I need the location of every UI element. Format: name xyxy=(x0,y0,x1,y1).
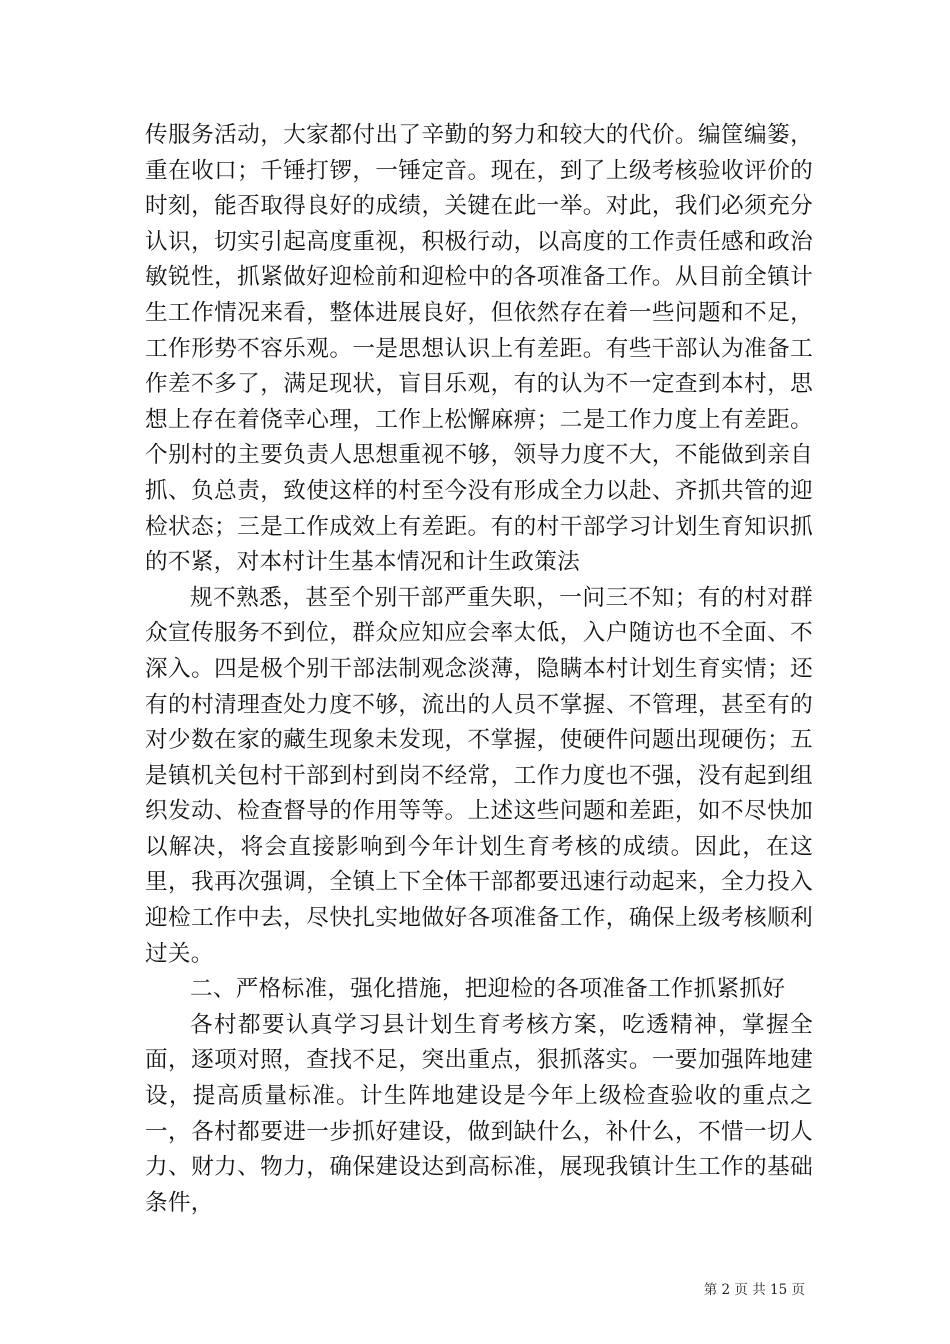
paragraph-continued: 传服务活动，大家都付出了辛勤的努力和较大的代价。编筐编篓，重在收口；千锤打锣，一锤定音。现在，到了上级考核验收评价的时刻，能否取得良好的成绩，关键在此一举。对此，我们必须充分认识，切实引起高度重视，积极行动，以高度的工作责任感和政治敏锐性，抓紧做好迎检前和迎检中的各项准备工作。从目前全镇计生工作情况来看，整体进展良好，但依然存在着一些问题和不足，工作形势不容乐观。一是思想认识上有差距。有些干部认为准备工作差不多了，满足现状，盲目乐观，有的认为不一定查到本村，思想上存在着侥幸心理，工作上松懈麻痹；二是工作力度上有差距。个别村的主要负责人思想重视不够，领导力度不大，不能做到亲自抓、负总责，致使这样的村至今没有形成全力以赴、齐抓共管的迎检状态；三是工作成效上有差距。有的村干部学习计划生育知识抓的不紧，对本村计生基本情况和计生政策法 xyxy=(145,122,813,576)
paragraph: 各村都要认真学习县计划生育考核方案，吃透精神，掌握全面，逐项对照，查找不足，突出重点，狠抓落实。一要加强阵地建设，提高质量标准。计生阵地建设是今年上级检查验收的重点之一，各村都要进一步抓好建设，做到缺什么，补什么，不惜一切人力、财力、物力，确保建设达到高标准，展现我镇计生工作的基础条件， xyxy=(145,1011,813,1216)
document-body xyxy=(145,118,813,1221)
page-number-footer: 第 2 页 共 15 页 xyxy=(703,1282,805,1298)
section-heading: 二、严格标准，强化措施，把迎检的各项准备工作抓紧抓好 xyxy=(190,976,786,1003)
paragraph: 规不熟悉，甚至个别干部严重失职，一问三不知；有的村对群众宣传服务不到位，群众应知应会率太低，入户随访也不全面、不深入。四是极个别干部法制观念淡薄，隐瞒本村计划生育实情；还有的村清理查处力度不够，流出的人员不掌握、不管理，甚至有的对少数在家的藏生现象未发现，不掌握，使硬件问题出现硬伤；五是镇机关包村干部到村到岗不经常，工作力度也不强，没有起到组织发动、检查督导的作用等等。上述这些问题和差距，如不尽快加以解决，将会直接影响到今年计划生育考核的成绩。因此，在这里，我再次强调，全镇上下全体干部都要迅速行动起来，全力投入迎检工作中去，尽快扎实地做好各项准备工作，确保上级考核顺利过关。 xyxy=(145,584,813,967)
